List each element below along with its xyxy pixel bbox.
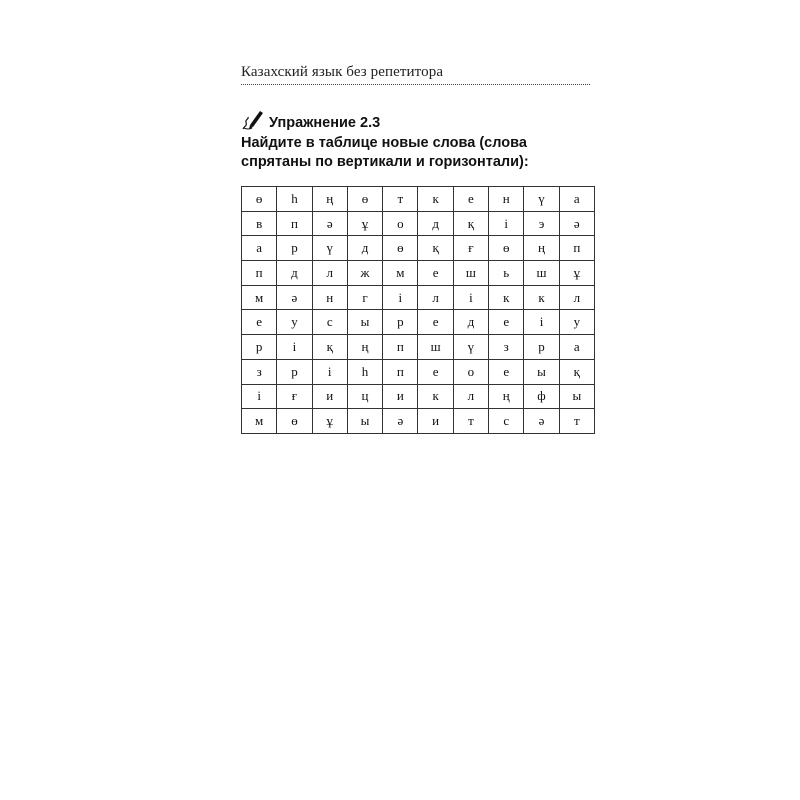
- grid-cell: и: [383, 384, 418, 409]
- grid-row: [242, 187, 595, 212]
- grid-cell: і: [242, 384, 277, 409]
- grid-cell: ә: [312, 211, 347, 236]
- grid-cell: р: [524, 335, 559, 360]
- grid-cell: е: [489, 359, 524, 384]
- grid-cell: ұ: [347, 211, 382, 236]
- grid-cell: г: [347, 285, 382, 310]
- letter-grid: [241, 186, 595, 434]
- grid-cell: а: [242, 236, 277, 261]
- grid-cell: ш: [418, 335, 453, 360]
- grid-cell: ә: [277, 285, 312, 310]
- grid-cell: к: [418, 384, 453, 409]
- grid-cell: е: [242, 310, 277, 335]
- grid-cell: ғ: [453, 236, 488, 261]
- grid-cell: н: [489, 187, 524, 212]
- grid-cell: і: [312, 359, 347, 384]
- grid-cell: а: [559, 187, 594, 212]
- grid-cell: ұ: [312, 409, 347, 434]
- grid-cell: р: [277, 359, 312, 384]
- grid-cell: ү: [312, 236, 347, 261]
- grid-cell: һ: [277, 187, 312, 212]
- grid-cell: ү: [453, 335, 488, 360]
- grid-cell: в: [242, 211, 277, 236]
- grid-cell: ғ: [277, 384, 312, 409]
- grid-cell: һ: [347, 359, 382, 384]
- grid-cell: і: [277, 335, 312, 360]
- grid-cell: с: [489, 409, 524, 434]
- grid-row: [242, 335, 595, 360]
- grid-cell: п: [277, 211, 312, 236]
- grid-cell: ө: [277, 409, 312, 434]
- grid-cell: ь: [489, 261, 524, 286]
- grid-cell: н: [312, 285, 347, 310]
- grid-row: [242, 211, 595, 236]
- grid-cell: і: [383, 285, 418, 310]
- grid-cell: к: [489, 285, 524, 310]
- grid-cell: р: [277, 236, 312, 261]
- grid-cell: ж: [347, 261, 382, 286]
- grid-cell: і: [489, 211, 524, 236]
- grid-row: [242, 236, 595, 261]
- exercise-heading: [241, 108, 380, 132]
- grid-cell: о: [453, 359, 488, 384]
- grid-cell: п: [383, 359, 418, 384]
- grid-cell: т: [559, 409, 594, 434]
- grid-cell: и: [418, 409, 453, 434]
- grid-row: [242, 285, 595, 310]
- grid-cell: д: [277, 261, 312, 286]
- grid-cell: қ: [418, 236, 453, 261]
- grid-cell: ы: [347, 409, 382, 434]
- grid-cell: ы: [524, 359, 559, 384]
- grid-cell: у: [559, 310, 594, 335]
- grid-cell: з: [242, 359, 277, 384]
- grid-cell: л: [418, 285, 453, 310]
- grid-cell: е: [489, 310, 524, 335]
- grid-cell: п: [242, 261, 277, 286]
- grid-cell: и: [312, 384, 347, 409]
- grid-cell: к: [418, 187, 453, 212]
- grid-row: [242, 384, 595, 409]
- grid-cell: д: [418, 211, 453, 236]
- grid-cell: а: [559, 335, 594, 360]
- grid-cell: д: [453, 310, 488, 335]
- grid-cell: п: [383, 335, 418, 360]
- grid-cell: т: [383, 187, 418, 212]
- grid-cell: ф: [524, 384, 559, 409]
- grid-cell: з: [489, 335, 524, 360]
- grid-row: [242, 359, 595, 384]
- grid-cell: д: [347, 236, 382, 261]
- grid-cell: р: [242, 335, 277, 360]
- grid-cell: ү: [524, 187, 559, 212]
- grid-row: [242, 409, 595, 434]
- grid-cell: э: [524, 211, 559, 236]
- grid-cell: ц: [347, 384, 382, 409]
- grid-cell: л: [453, 384, 488, 409]
- header-dotted-rule: [241, 84, 590, 85]
- grid-cell: л: [559, 285, 594, 310]
- grid-cell: к: [524, 285, 559, 310]
- grid-cell: қ: [559, 359, 594, 384]
- grid-cell: қ: [453, 211, 488, 236]
- grid-cell: м: [383, 261, 418, 286]
- grid-cell: п: [559, 236, 594, 261]
- grid-row: [242, 310, 595, 335]
- grid-cell: т: [453, 409, 488, 434]
- grid-cell: ө: [242, 187, 277, 212]
- grid-cell: ә: [524, 409, 559, 434]
- grid-cell: ә: [383, 409, 418, 434]
- pen-writing-icon: [241, 108, 265, 132]
- grid-cell: е: [418, 310, 453, 335]
- grid-cell: ң: [347, 335, 382, 360]
- grid-cell: ө: [347, 187, 382, 212]
- grid-cell: і: [453, 285, 488, 310]
- grid-cell: е: [418, 261, 453, 286]
- exercise-title: Упражнение 2.3: [269, 115, 381, 131]
- grid-row: [242, 261, 595, 286]
- grid-cell: ы: [559, 384, 594, 409]
- grid-cell: е: [453, 187, 488, 212]
- grid-cell: м: [242, 285, 277, 310]
- grid-cell: о: [383, 211, 418, 236]
- grid-cell: і: [524, 310, 559, 335]
- grid-cell: қ: [312, 335, 347, 360]
- grid-cell: ы: [347, 310, 382, 335]
- grid-cell: ө: [383, 236, 418, 261]
- grid-cell: ш: [453, 261, 488, 286]
- grid-cell: с: [312, 310, 347, 335]
- grid-cell: ұ: [559, 261, 594, 286]
- running-header: Казахский язык без репетитора: [241, 64, 444, 80]
- grid-cell: м: [242, 409, 277, 434]
- grid-cell: ә: [559, 211, 594, 236]
- exercise-instruction: Найдите в таблице новые слова (слова спрятаны по вертикали и горизонтали):: [241, 135, 529, 170]
- grid-cell: е: [418, 359, 453, 384]
- grid-cell: ң: [489, 384, 524, 409]
- grid-cell: ө: [489, 236, 524, 261]
- grid-cell: ң: [524, 236, 559, 261]
- grid-cell: ң: [312, 187, 347, 212]
- grid-cell: л: [312, 261, 347, 286]
- grid-cell: р: [383, 310, 418, 335]
- grid-cell: у: [277, 310, 312, 335]
- grid-cell: ш: [524, 261, 559, 286]
